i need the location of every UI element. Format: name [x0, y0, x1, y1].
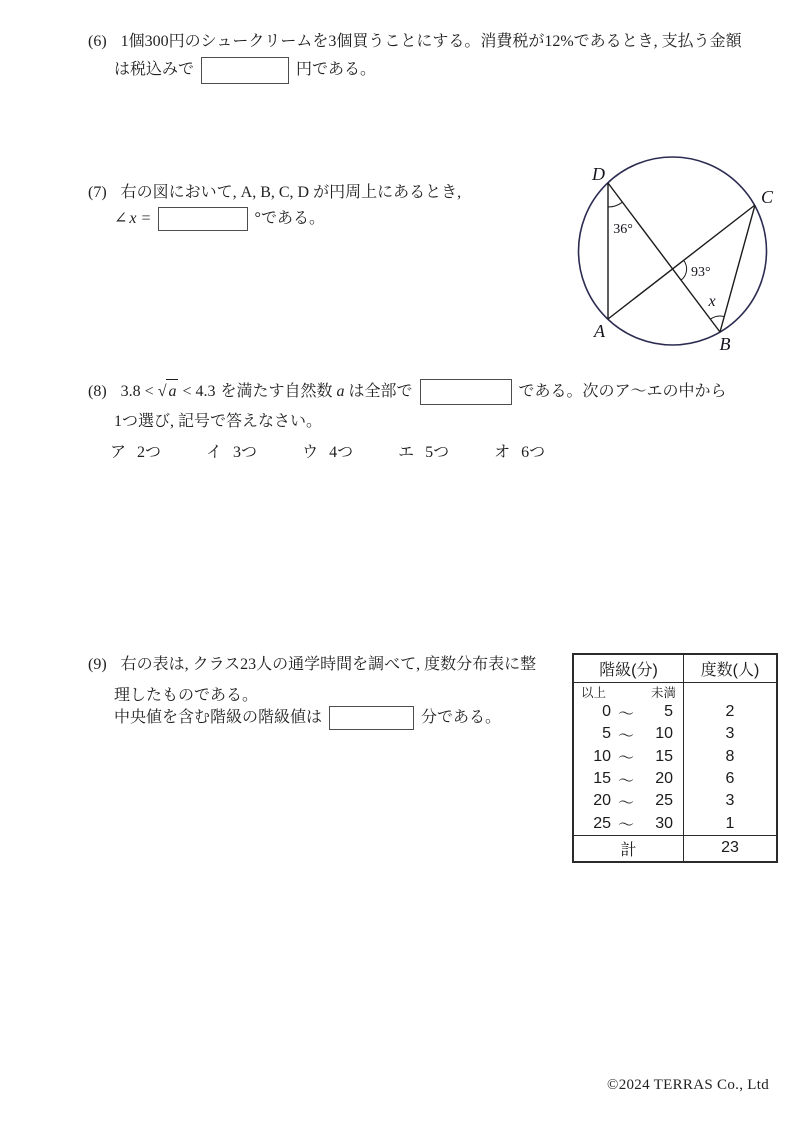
angle-label-36: 36°	[613, 222, 633, 237]
q8-line2-text: 1つ選び, 記号で答えなさい。	[114, 413, 323, 430]
header-frequency-column: 度数(人)	[700, 662, 760, 679]
q8-line2	[114, 410, 322, 435]
q8-answer-box	[420, 379, 512, 405]
class-low: 15	[593, 770, 611, 788]
class-high: 5	[664, 703, 673, 721]
q8-line1-post: である。次のア～エの中から	[518, 382, 727, 400]
q6-number: (6)	[88, 33, 107, 50]
q9-line3-post: 分である。	[421, 709, 502, 726]
option-i	[206, 441, 257, 466]
vertex-label-A: A	[594, 321, 605, 341]
chord-DB	[608, 183, 720, 332]
total-label: 計	[574, 836, 684, 861]
copyright-notice: ©2024 TERRAS Co., Ltd	[607, 1077, 770, 1093]
class-high: 25	[655, 792, 673, 810]
class-high: 30	[655, 814, 673, 832]
q8-expr-lt1: 3.8 <	[120, 382, 154, 400]
vertex-label-B: B	[719, 334, 731, 352]
q6-answer-box	[201, 57, 289, 84]
class-low: 5	[602, 725, 611, 743]
frequency-value: 2	[725, 703, 735, 721]
frequency-value: 3	[725, 725, 735, 743]
sqrt-radical: √	[157, 382, 167, 400]
option-o-label: オ	[494, 444, 511, 461]
q8-expr-lt2: < 4.3	[182, 382, 216, 400]
class-low: 25	[593, 814, 611, 832]
table-row	[574, 701, 776, 723]
q9-line1	[88, 653, 536, 678]
circle-diagram	[565, 147, 780, 352]
frequency-value: 3	[725, 792, 735, 810]
circle-outline	[579, 157, 767, 345]
q7-angle-symbol: ∠	[114, 210, 128, 227]
q6-line1	[88, 30, 742, 55]
class-low: 0	[602, 703, 611, 721]
arc-angle-36	[608, 202, 622, 207]
q6-line2-pre: は税込みで	[114, 61, 195, 79]
table-row	[574, 768, 776, 790]
q6-line2-post: 円である。	[296, 61, 377, 79]
table-row	[574, 746, 776, 768]
subheader-ijou: 以上	[581, 686, 607, 700]
option-i-label: イ	[206, 444, 223, 461]
sqrt-argument: a	[166, 379, 178, 405]
arc-angle-x	[710, 316, 724, 319]
tilde: ～	[617, 750, 634, 768]
q7-line1	[88, 181, 461, 206]
tilde: ～	[617, 817, 634, 835]
q8-mid2: は全部で	[348, 382, 413, 400]
table-subheader-row	[574, 683, 776, 701]
q6-text: 1個300円のシュークリームを3個買うことにする。消費税が12%であるとき, 支払う金額	[120, 33, 742, 50]
q8-number: (8)	[88, 382, 107, 400]
class-high: 15	[655, 747, 673, 765]
option-u-label: ウ	[302, 444, 319, 461]
option-u	[302, 441, 353, 466]
tilde: ～	[617, 727, 634, 745]
q9-line3-pre: 中央値を含む階級の階級値は	[114, 709, 323, 726]
q6-line2	[114, 57, 376, 84]
q8-line1	[88, 379, 727, 405]
option-u-value: 4つ	[329, 444, 354, 461]
table-row	[574, 812, 776, 834]
q9-line3	[114, 706, 501, 731]
table-header-row	[574, 655, 776, 683]
arc-angle-93	[681, 260, 687, 280]
option-o	[494, 441, 545, 466]
q9-text1: 右の表は, クラス23人の通学時間を調べて, 度数分布表に整	[120, 656, 537, 673]
table-row	[574, 723, 776, 745]
table-row	[574, 790, 776, 812]
tilde: ～	[617, 794, 634, 812]
q9-text2: 理したものである。	[114, 687, 259, 704]
frequency-value: 6	[725, 770, 735, 788]
total-value: 23	[721, 839, 739, 857]
frequency-value: 1	[725, 814, 735, 832]
angle-label-93: 93°	[691, 265, 711, 280]
q7-equals: =	[141, 210, 151, 227]
vertex-label-C: C	[761, 187, 774, 207]
option-e	[398, 441, 449, 466]
class-high: 20	[655, 770, 673, 788]
q8-mid1: を満たす自然数	[220, 382, 333, 400]
q7-answer-box	[158, 207, 248, 231]
option-o-value: 6つ	[521, 444, 546, 461]
option-a	[110, 441, 161, 466]
option-a-value: 2つ	[137, 444, 162, 461]
q7-line2	[114, 207, 325, 232]
option-e-label: エ	[398, 444, 415, 461]
class-low: 10	[593, 747, 611, 765]
angle-label-x: x	[708, 293, 716, 310]
chord-CB	[720, 205, 755, 332]
frequency-value: 8	[725, 747, 735, 765]
vertex-label-D: D	[592, 164, 605, 184]
option-e-value: 5つ	[425, 444, 450, 461]
class-low: 20	[593, 792, 611, 810]
tilde: ～	[617, 705, 634, 723]
q7-text: 右の図において, A, B, C, D が円周上にあるとき,	[120, 184, 462, 201]
q9-answer-box	[329, 706, 414, 730]
q8-options	[110, 441, 590, 466]
q7-number: (7)	[88, 184, 107, 201]
q9-number: (9)	[88, 656, 107, 673]
header-class-column: 階級(分)	[574, 655, 684, 682]
class-high: 10	[655, 725, 673, 743]
tilde: ～	[617, 772, 634, 790]
subheader-miman: 未満	[650, 686, 676, 700]
frequency-table	[572, 653, 778, 863]
q7-line2-post: °である。	[254, 210, 325, 227]
option-a-label: ア	[110, 444, 127, 461]
table-total-row	[574, 835, 776, 861]
q8-var-a: a	[336, 382, 345, 400]
option-i-value: 3つ	[233, 444, 258, 461]
q7-var-x: x	[129, 210, 137, 227]
